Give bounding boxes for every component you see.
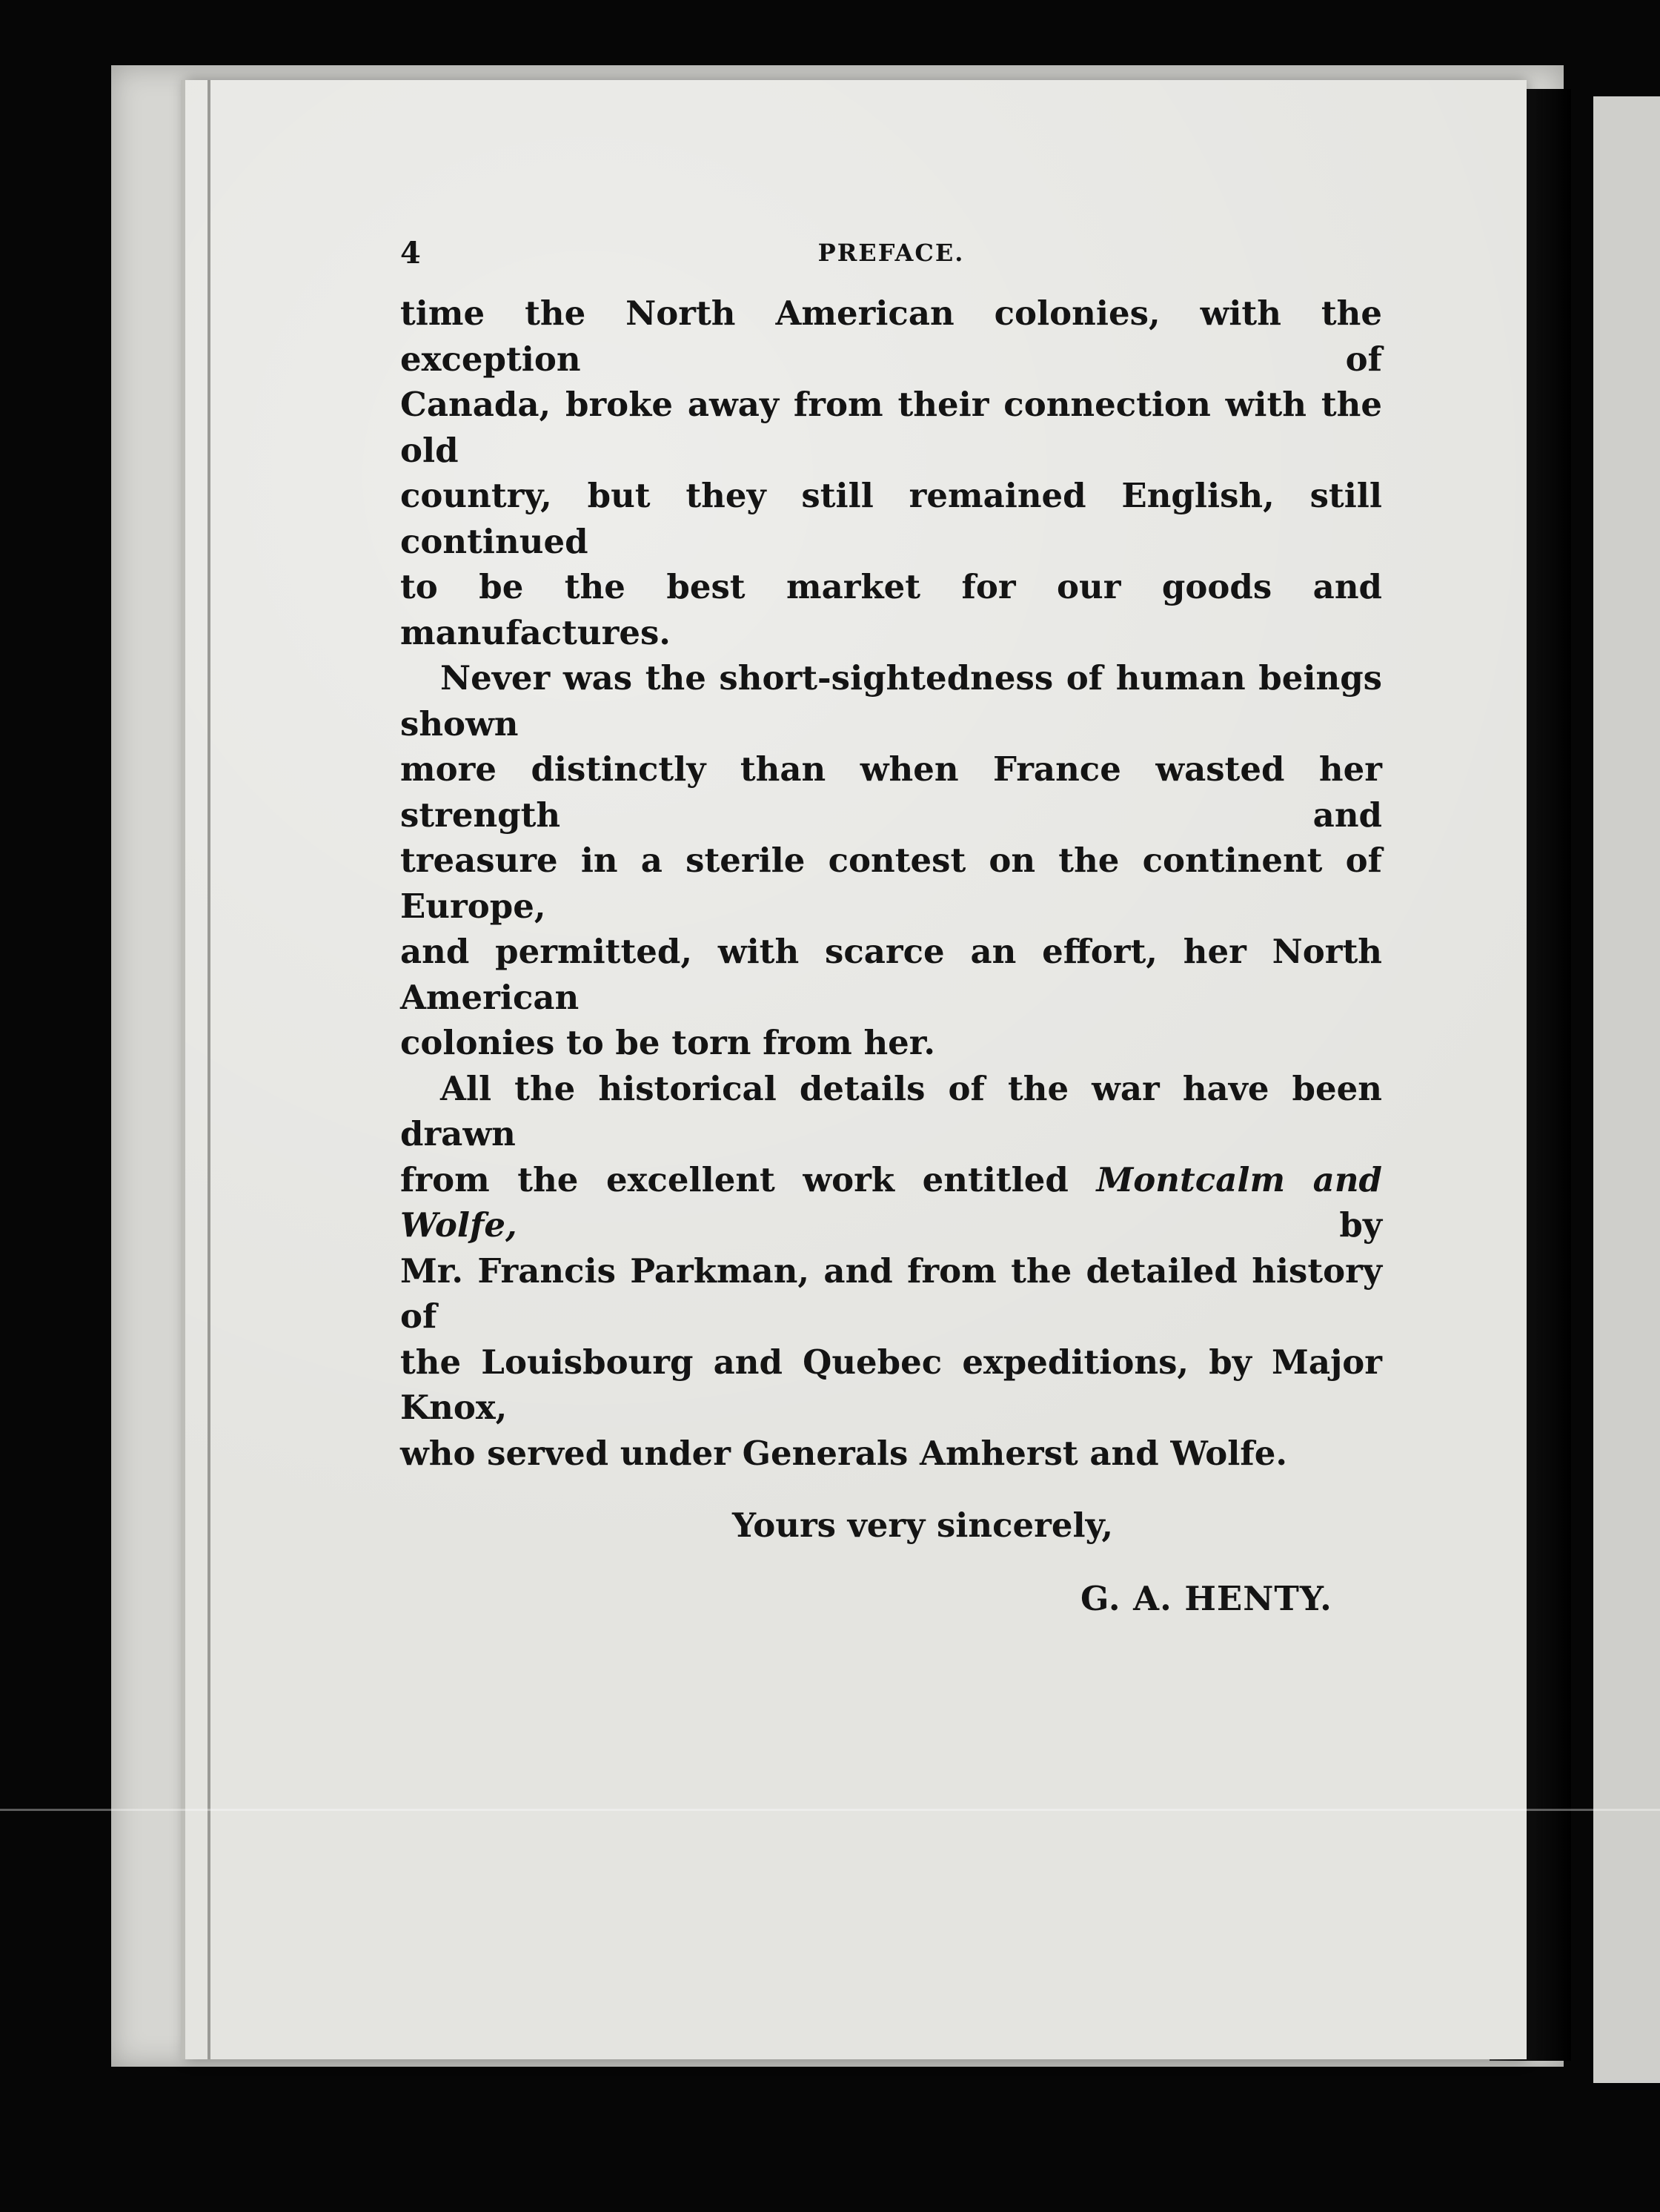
page-text-block: [400, 236, 1382, 1618]
line-text: from the excellent work entitled: [400, 1159, 1097, 1199]
line-text: by: [517, 1205, 1382, 1245]
paragraph-line: to be the best market for our goods and manufactures.: [400, 567, 1382, 652]
paragraph-line: who served under Generals Amherst and Wolfe.: [400, 1433, 1288, 1473]
paragraph-line: more distinctly than when France wasted her strength and: [400, 749, 1382, 835]
running-title: PREFACE.: [817, 239, 965, 267]
paragraph-line: Never was the short-sightedness of human beings shown: [400, 658, 1382, 744]
paragraph-line: and permitted, with scarce an effort, her North American: [400, 932, 1382, 1017]
paragraph-line: the Louisbourg and Quebec expeditions, by Major Knox,: [400, 1342, 1382, 1427]
paragraph-line: country, but they still remained English, still continued: [400, 476, 1382, 561]
paragraph-line: colonies to be torn from her.: [400, 1023, 936, 1062]
paragraph-line: All the historical details of the war have been drawn: [400, 1068, 1382, 1153]
paragraph-line: Mr. Francis Parkman, and from the detailed history of: [400, 1251, 1382, 1336]
preface-body: [400, 291, 1382, 1476]
paragraph-line: time the North American colonies, with the exception of: [400, 294, 1382, 379]
paragraph-line-with-title: [400, 1157, 1382, 1248]
paragraph-line: treasure in a sterile contest on the continent of Europe,: [400, 841, 1382, 926]
running-head: [400, 236, 1382, 280]
next-page-edge: [1593, 96, 1660, 2083]
closing-salutation: Yours very sincerely,: [732, 1506, 1114, 1545]
page-fold-edge: [208, 80, 210, 2059]
paragraph-line: Canada, broke away from their connection with the old: [400, 385, 1382, 470]
book-title: Montcalm and Wolfe,: [400, 1159, 1382, 1245]
page-number: 4: [400, 236, 422, 271]
author-signature: G. A. HENTY.: [1080, 1579, 1332, 1618]
scan-artifact-line: [0, 1809, 1660, 1811]
